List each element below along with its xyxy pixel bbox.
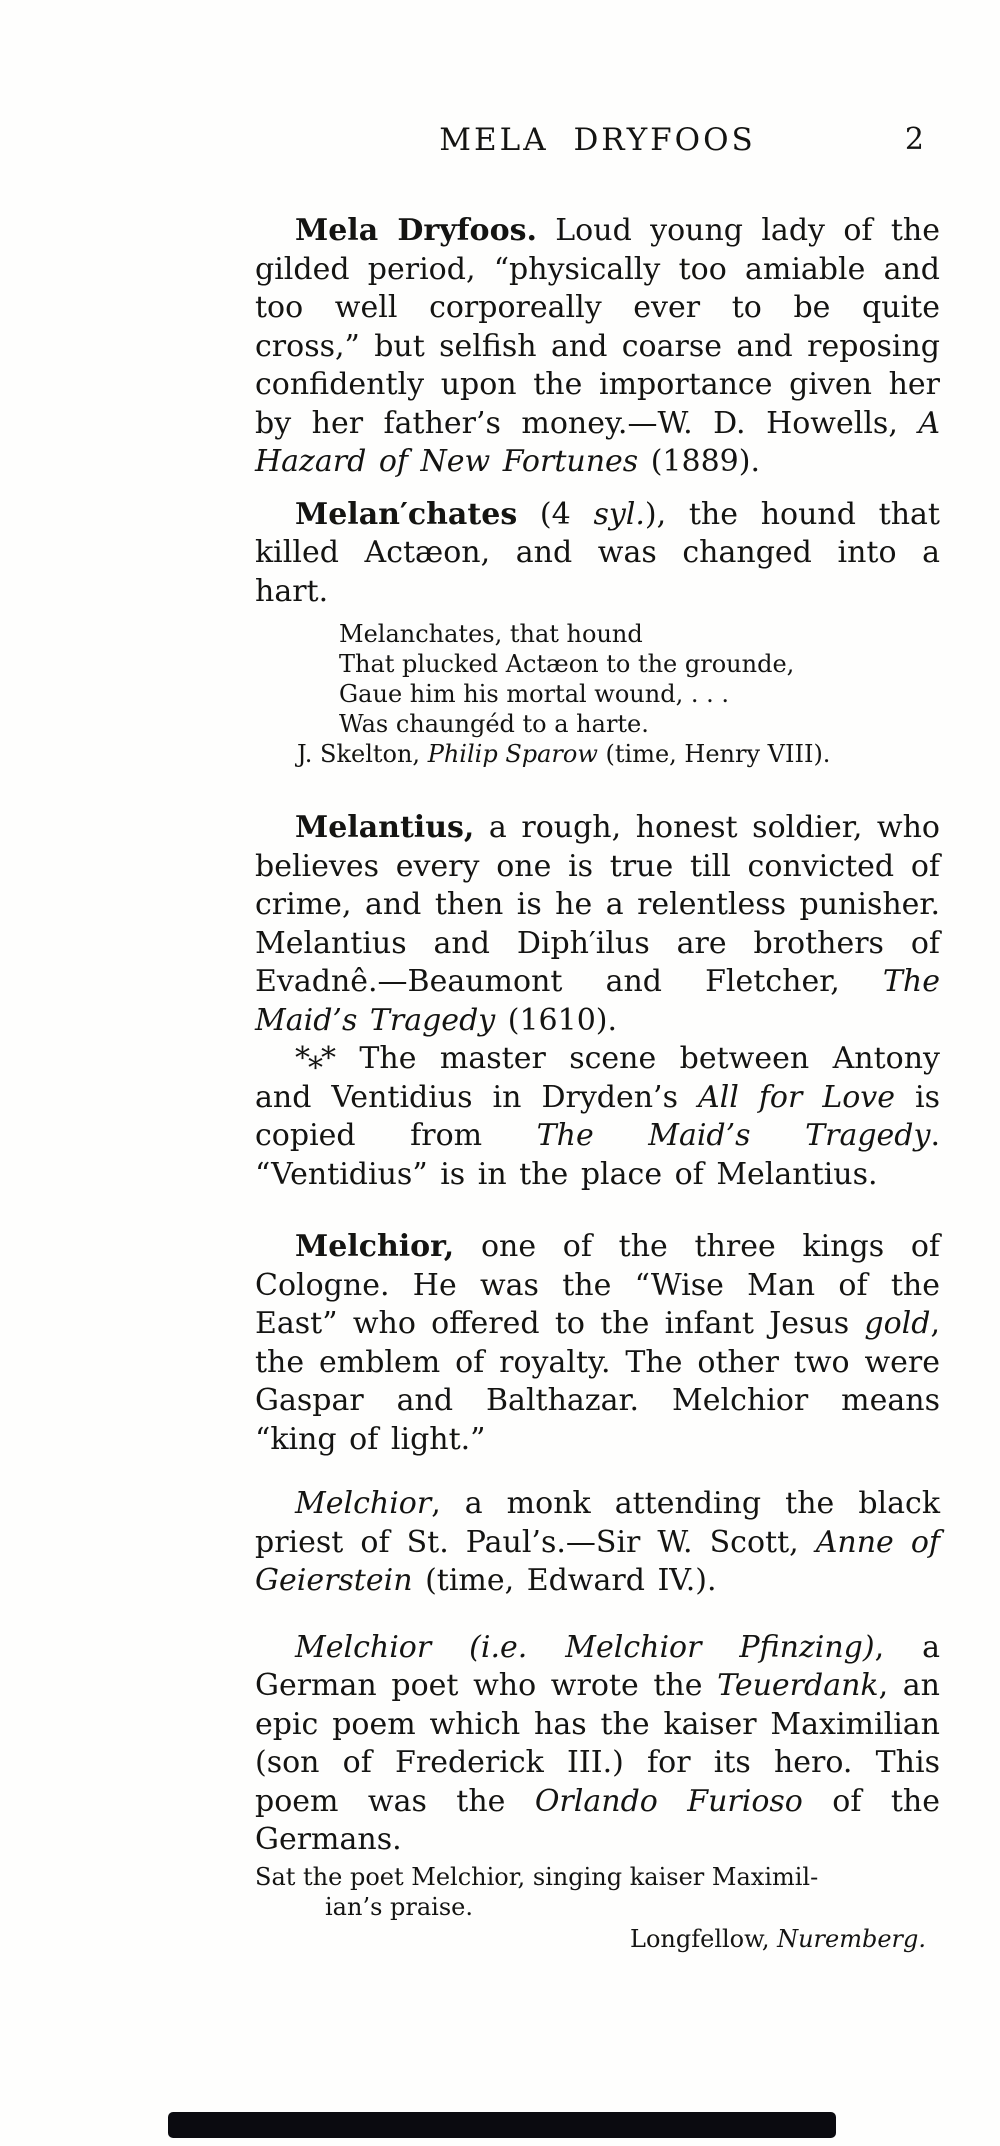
text-segment: All for Love <box>697 1079 896 1115</box>
text-segment: (1889). <box>638 444 760 479</box>
scan-edge-bar <box>168 2112 836 2138</box>
running-header <box>255 122 940 158</box>
text-segment: Longfellow, <box>630 1924 778 1953</box>
text-segment: * <box>295 1041 310 1076</box>
text-segment: * <box>308 1051 323 1087</box>
header-title: MELA DRYFOOS <box>439 122 756 158</box>
text-segment: ), the hound that killed Actæon, and was changed into a hart. <box>255 496 940 609</box>
verse-line: Melanchates, that hound <box>339 620 643 648</box>
entry-paragraph <box>255 212 940 482</box>
entry-paragraph <box>255 1485 940 1601</box>
verse-line: Was chaungéd to a harte. <box>339 710 649 738</box>
text-segment: , a German poet who wrote the <box>255 1629 940 1703</box>
attribution <box>255 739 940 769</box>
text-segment: Anne of Geierstein <box>255 1524 941 1598</box>
text-segment: one of the three kings of Cologne. He was the “Wise Man of the East” who offered to the infant Jesus <box>255 1229 940 1341</box>
verse-line: Gaue him his mortal wound, . . . <box>339 680 729 708</box>
quote-line: Sat the poet Melchior, singing kaiser Maximil- <box>255 1862 819 1891</box>
text-segment: (1610). <box>495 1002 618 1038</box>
text-segment: Melchior, <box>295 1229 455 1264</box>
text-segment: is copied from <box>255 1079 940 1153</box>
page-number: 2 <box>904 122 924 157</box>
text-segment: (4 <box>517 496 594 532</box>
text-segment: The Maid’s Tragedy <box>255 964 940 1038</box>
text-segment: a rough, honest soldier, who believes every one is true till convicted of crime, and then is he a relentless punisher. Melantius and Diph′ilus are brothers of Evadnê.—Beaumont and Fletcher, <box>255 810 940 999</box>
text-segment: Melantius, <box>295 810 475 845</box>
text-segment: Melchior (i.e. Melchior Pfinzing) <box>295 1629 875 1665</box>
text-column <box>255 122 940 1954</box>
text-segment: (time, Henry VIII). <box>597 740 831 768</box>
text-segment: (time, Edward IV.). <box>412 1563 717 1598</box>
text-segment: Nuremberg. <box>777 1924 926 1953</box>
attribution <box>255 1924 940 1954</box>
text-segment: * The master scene between Antony and Ventidius in Dryden’s <box>255 1041 940 1115</box>
text-segment: Melan′chates <box>295 496 518 532</box>
text-segment: , a monk attending the black priest of St. Paul’s.—Sir W. Scott, <box>255 1486 940 1560</box>
text-segment: of the Germans. <box>255 1783 940 1857</box>
text-segment: Loud young lady of the gilded period, “physically too amiable and too well corporeally ever to be quite cross,” but selfish and coarse and reposing confidently upon the importance given her by her father’s money.—W. D. Howells, <box>255 213 940 441</box>
text-segment: , an epic poem which has the kaiser Maximilian (son of Frederick III.) for its hero. This poem was the <box>255 1668 940 1819</box>
quote-line: ian’s praise. <box>325 1892 473 1921</box>
text-segment: syl. <box>593 496 645 532</box>
text-segment: A Hazard of New Fortunes <box>255 405 940 479</box>
text-segment: The Maid’s Tragedy <box>536 1118 931 1153</box>
quote-block <box>255 1862 940 1954</box>
text-segment: gold <box>864 1306 931 1341</box>
entry-paragraph <box>255 1629 940 1860</box>
entry-paragraph <box>255 1040 940 1194</box>
text-segment: Teuerdank <box>717 1668 879 1703</box>
verse-block <box>255 619 940 769</box>
text-segment: . “Ventidius” is in the place of Melantius. <box>255 1118 940 1192</box>
entry-paragraph <box>255 496 940 612</box>
entry-paragraph <box>255 1228 940 1459</box>
entry-paragraph <box>255 809 940 1040</box>
text-segment: Melchior <box>295 1486 432 1521</box>
verse-line: That plucked Actæon to the grounde, <box>339 650 795 678</box>
entries-container <box>255 212 940 1954</box>
text-segment: Philip Sparow <box>427 740 598 768</box>
text-segment: J. Skelton, <box>297 740 428 768</box>
text-segment: Orlando Furioso <box>534 1783 803 1819</box>
text-segment: , the emblem of royalty. The other two were Gaspar and Balthazar. Melchior means “king of light.” <box>255 1306 940 1457</box>
text-segment: Mela Dryfoos. <box>295 213 537 248</box>
